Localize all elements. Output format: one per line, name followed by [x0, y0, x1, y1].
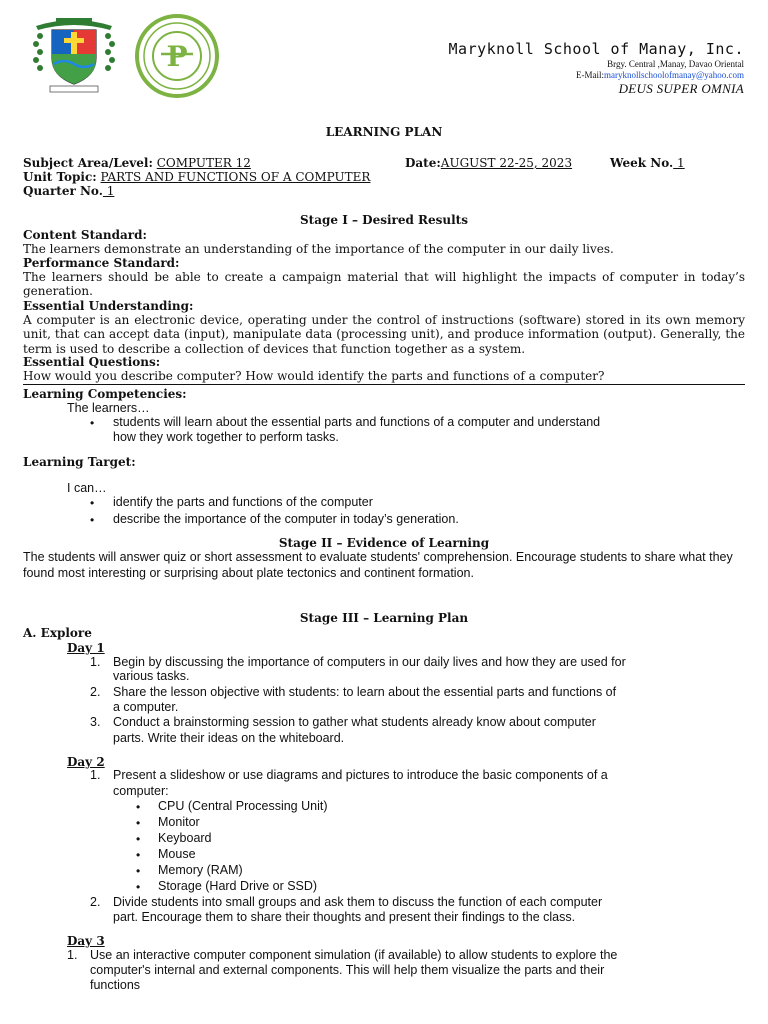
day3-item-line: computer's internal and external components. This will help them visualize the parts and their — [90, 963, 605, 977]
section-divider — [23, 384, 745, 385]
document-title: LEARNING PLAN — [325, 125, 443, 139]
list-number: 2. — [90, 685, 101, 699]
subject-label: Subject Area/Level: — [23, 156, 153, 170]
subject-value: COMPUTER 12 — [156, 156, 251, 170]
stage2-heading: Stage II – Evidence of Learning — [278, 536, 490, 550]
date-value: AUGUST 22-25, 2023 — [440, 156, 573, 170]
day3-heading: Day 3 — [67, 934, 105, 948]
component-item: Mouse — [158, 847, 196, 861]
day2-heading: Day 2 — [67, 755, 105, 769]
explore-heading: A. Explore — [23, 626, 92, 640]
day2-item-line: computer: — [113, 784, 169, 798]
bullet-icon: • — [136, 864, 141, 878]
day1-item-line: Conduct a brainstorming session to gather what students already know about computer — [113, 715, 596, 729]
day1-item-line: Share the lesson objective with students: to learn about the essential parts and functions of — [113, 685, 617, 699]
day2-item-line: part. Encourage them to share their thoughts and present their findings to the class. — [113, 910, 576, 924]
bullet-icon: • — [90, 513, 95, 527]
bullet-icon: • — [136, 800, 141, 814]
learning-target-label: Learning Target: — [23, 455, 136, 469]
stage3-heading: Stage III – Learning Plan — [299, 611, 469, 625]
date-label: Date: — [405, 156, 441, 170]
day3-item-line: functions — [90, 978, 141, 992]
component-item: CPU (Central Processing Unit) — [158, 799, 328, 813]
email-label: E-Mail: — [575, 70, 604, 80]
day1-item-line: parts. Write their ideas on the whiteboard. — [113, 731, 345, 745]
competency-item-line1: students will learn about the essential parts and functions of a computer and understand — [113, 415, 601, 429]
quarter-label: Quarter No. — [23, 184, 103, 198]
competencies-intro: The learners… — [67, 401, 150, 415]
list-number: 2. — [90, 895, 101, 909]
week-label: Week No. — [610, 156, 674, 170]
day2-item-line: Divide students into small groups and ask them to discuss the function of each computer — [113, 895, 603, 909]
email-link[interactable]: maryknollschoolofmanay@yahoo.com — [603, 70, 744, 80]
learning-competencies-label: Learning Competencies: — [23, 387, 187, 401]
bullet-icon: • — [136, 848, 141, 862]
list-number: 3. — [90, 715, 101, 729]
list-number: 1. — [67, 948, 78, 962]
unit-label: Unit Topic: — [23, 170, 97, 184]
target-item: describe the importance of the computer in today’s generation. — [113, 512, 459, 526]
day1-item-line: Begin by discussing the importance of computers in our daily lives and how they are used for — [113, 655, 626, 669]
component-item: Monitor — [158, 815, 200, 829]
bullet-icon: • — [90, 496, 95, 510]
day1-item-line: various tasks. — [113, 669, 190, 683]
day2-item-line: Present a slideshow or use diagrams and pictures to introduce the basic components of a — [113, 768, 608, 782]
component-item: Storage (Hard Drive or SSD) — [158, 879, 318, 893]
component-item: Keyboard — [158, 831, 212, 845]
day1-item-line: a computer. — [113, 700, 179, 714]
unit-line — [23, 170, 370, 184]
day1-heading: Day 1 — [67, 641, 105, 655]
subject-line — [23, 156, 251, 170]
coat-of-arms-logo — [26, 14, 122, 94]
day3-item-line: Use an interactive computer component simulation (if available) to allow students to explore the — [90, 948, 618, 962]
competency-item-line2: how they work together to perform tasks. — [113, 430, 339, 444]
stage2-text: The students will answer quiz or short assessment to evaluate students' comprehension. Encourage students to share what they found most interesting or surprising about plate tectonics and continent formation. — [23, 550, 733, 580]
school-motto: DEUS SUPER OMNIA — [618, 81, 744, 96]
essential-questions-label: Essential Questions: — [23, 355, 161, 369]
stage1-heading: Stage I – Desired Results — [300, 213, 468, 227]
essential-understanding-label: Essential Understanding: — [23, 299, 194, 313]
svg-text:P: P — [166, 40, 188, 73]
school-email-line — [576, 70, 744, 80]
content-standard-text: The learners demonstrate an understanding of the importance of the computer in our daily lives. — [23, 242, 614, 256]
school-address: Brgy. Central ,Manay, Davao Oriental — [607, 59, 744, 69]
school-seal-logo — [131, 14, 223, 98]
week-value: 1 — [673, 156, 685, 170]
week-line — [610, 156, 685, 170]
list-number: 1. — [90, 655, 101, 669]
bullet-icon: • — [90, 416, 95, 430]
performance-standard-text: The learners should be able to create a campaign material that will highlight the impacts of computer in today’s generation. — [23, 270, 745, 299]
quarter-line — [23, 184, 114, 198]
bullet-icon: • — [136, 880, 141, 894]
bullet-icon: • — [136, 832, 141, 846]
list-number: 1. — [90, 768, 101, 782]
quarter-value: 1 — [102, 184, 115, 198]
essential-questions-text: How would you describe computer? How would identify the parts and functions of a computer? — [23, 369, 605, 383]
performance-standard-label: Performance Standard: — [23, 256, 180, 270]
target-item: identify the parts and functions of the computer — [113, 495, 373, 509]
bullet-icon: • — [136, 816, 141, 830]
content-standard-label: Content Standard: — [23, 228, 147, 242]
target-intro: I can… — [67, 481, 107, 495]
essential-understanding-text: A computer is an electronic device, operating under the control of instructions (software) stored in its own memory unit, that can accept data (input), manipulate data (processing unit), and produce information (output). Generally, the term is used to describe a collection of devices that function together as a system. — [23, 313, 745, 356]
component-item: Memory (RAM) — [158, 863, 243, 877]
unit-value: PARTS AND FUNCTIONS OF A COMPUTER — [100, 170, 371, 184]
school-name: Maryknoll School of Manay, Inc. — [448, 40, 744, 58]
date-line — [405, 156, 572, 170]
